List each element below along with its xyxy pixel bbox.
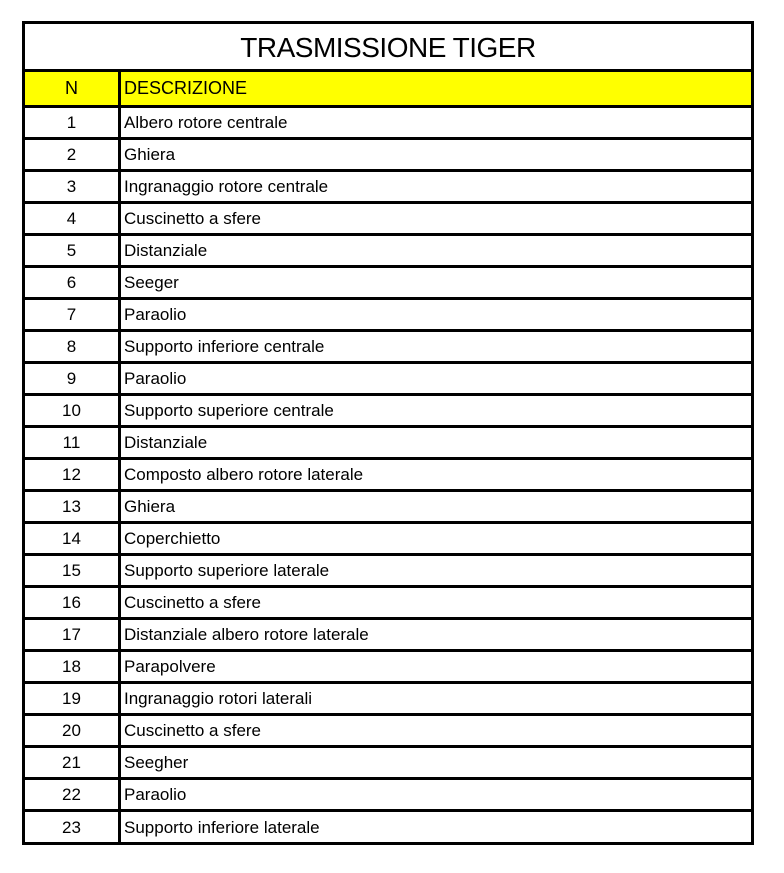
parts-table	[22, 21, 754, 845]
row-number: 14	[25, 524, 121, 553]
row-number: 6	[25, 268, 121, 297]
row-number: 23	[25, 812, 121, 844]
header-row	[25, 72, 751, 108]
row-number: 8	[25, 332, 121, 361]
row-number: 3	[25, 172, 121, 201]
table-body	[25, 108, 751, 844]
table-row	[25, 236, 751, 268]
row-number: 17	[25, 620, 121, 649]
row-description: Coperchietto	[124, 528, 221, 548]
table-row	[25, 108, 751, 140]
row-description: Ghiera	[124, 496, 176, 516]
table-row	[25, 300, 751, 332]
row-number: 7	[25, 300, 121, 329]
row-description: Cuscinetto a sfere	[124, 208, 262, 228]
row-description: Seegher	[124, 752, 189, 772]
table-row	[25, 748, 751, 780]
row-description: Cuscinetto a sfere	[124, 592, 262, 612]
row-description: Supporto inferiore centrale	[124, 336, 325, 356]
row-description: Supporto inferiore laterale	[124, 818, 320, 837]
row-number: 13	[25, 492, 121, 521]
row-description: Distanziale albero rotore laterale	[124, 624, 369, 644]
row-number: 12	[25, 460, 121, 489]
row-number: 11	[25, 428, 121, 457]
table-row	[25, 652, 751, 684]
row-number: 21	[25, 748, 121, 777]
row-description: Albero rotore centrale	[124, 112, 288, 132]
row-number: 16	[25, 588, 121, 617]
row-number: 20	[25, 716, 121, 745]
row-description: Distanziale	[124, 432, 208, 452]
row-number: 15	[25, 556, 121, 585]
row-number: 2	[25, 140, 121, 169]
row-description: Paraolio	[124, 304, 187, 324]
row-number: 19	[25, 684, 121, 713]
row-number: 10	[25, 396, 121, 425]
row-description: Supporto superiore centrale	[124, 400, 334, 420]
row-description: Supporto superiore laterale	[124, 560, 330, 580]
row-description: Paraolio	[124, 784, 187, 804]
table-row	[25, 364, 751, 396]
row-number: 1	[25, 108, 121, 137]
table-row	[25, 460, 751, 492]
row-number: 18	[25, 652, 121, 681]
row-number: 5	[25, 236, 121, 265]
row-description: Parapolvere	[124, 656, 216, 676]
table-row	[25, 428, 751, 460]
row-description: Paraolio	[124, 368, 187, 388]
table-row	[25, 684, 751, 716]
row-description: Ingranaggio rotore centrale	[124, 176, 329, 196]
row-number: 4	[25, 204, 121, 233]
table-title: TRASMISSIONE TIGER	[25, 24, 751, 72]
table-row	[25, 556, 751, 588]
row-number: 9	[25, 364, 121, 393]
table-row	[25, 620, 751, 652]
table-row	[25, 716, 751, 748]
row-description: Seeger	[124, 272, 179, 292]
column-header-n: N	[25, 72, 121, 105]
table-row	[25, 204, 751, 236]
table-row	[25, 780, 751, 812]
table-row	[25, 268, 751, 300]
table-row	[25, 332, 751, 364]
row-description: Distanziale	[124, 240, 208, 260]
row-description: Cuscinetto a sfere	[124, 720, 262, 740]
table-row	[25, 588, 751, 620]
table-row	[25, 524, 751, 556]
table-row	[25, 492, 751, 524]
row-description: Ingranaggio rotori laterali	[124, 688, 313, 708]
row-description: Ghiera	[124, 144, 176, 164]
table-row	[25, 812, 751, 844]
row-number: 22	[25, 780, 121, 809]
row-description: Composto albero rotore laterale	[124, 464, 364, 484]
column-header-descrizione: DESCRIZIONE	[124, 78, 248, 98]
table-row	[25, 396, 751, 428]
table-row	[25, 172, 751, 204]
table-row	[25, 140, 751, 172]
